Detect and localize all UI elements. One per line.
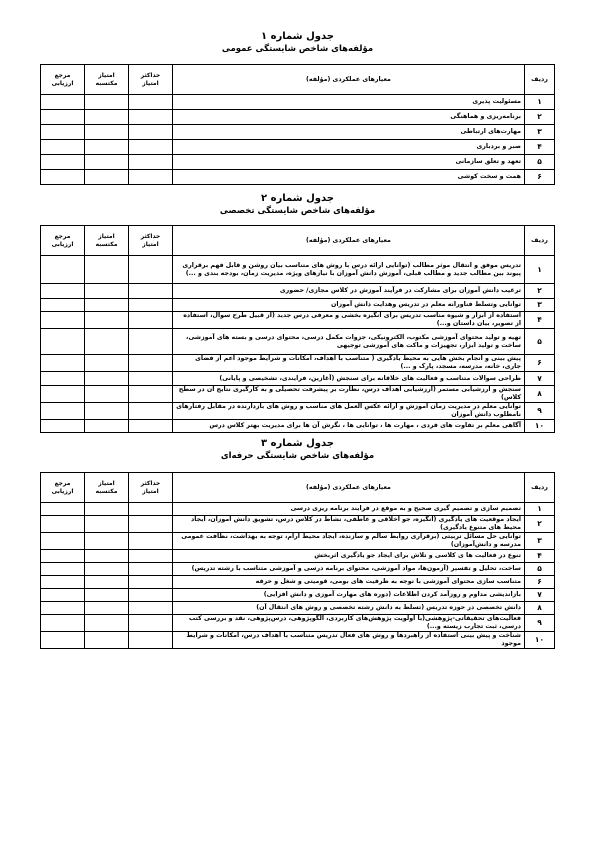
row-number: ۵ [525,329,555,355]
max-score-cell[interactable] [129,503,173,516]
header-evaluation-reference: مرجع ارزیابی [41,473,85,503]
table2 [40,225,555,433]
earned-score-cell[interactable] [85,420,129,433]
evaluation-reference-cell[interactable] [41,284,85,299]
criteria-cell: تعهد و تعلق سازمانی [173,155,525,170]
criteria-cell: توانایی وتسلط فناورانه معلم در تدریس وهدایت دانش آموزان [173,299,525,312]
table-row [41,503,555,516]
table-row [41,140,555,155]
evaluation-reference-cell[interactable] [41,563,85,576]
evaluation-reference-cell[interactable] [41,589,85,602]
header-evaluation-reference: مرجع ارزیابی [41,65,85,95]
earned-score-cell[interactable] [85,299,129,312]
table-row [41,420,555,433]
criteria-cell: آگاهی معلم بر تفاوت های فردی ، مهارت ها ، توانایی ها ، نگرش آن ها برای مدیریت بهتر کلاس درس [173,420,525,433]
max-score-cell[interactable] [129,329,173,355]
max-score-cell[interactable] [129,420,173,433]
evaluation-reference-cell[interactable] [41,372,85,386]
row-number: ۲ [525,284,555,299]
evaluation-reference-cell[interactable] [41,403,85,420]
criteria-cell: پیش بینی و انجام بخش هایی به محیط یادگیری ( متناسب با اهداف، امکانات و شرایط موجود اعم از فضای جاری، خانه، مدرسه، مسجد، پارک و ...) [173,355,525,372]
earned-score-cell[interactable] [85,140,129,155]
evaluation-reference-cell[interactable] [41,533,85,550]
table-row [41,386,555,403]
header-earned-score: امتیاز مکتسبه [85,65,129,95]
earned-score-cell[interactable] [85,125,129,140]
max-score-cell[interactable] [129,403,173,420]
header-row-number: ردیف [525,65,555,95]
earned-score-cell[interactable] [85,170,129,185]
earned-score-cell[interactable] [85,355,129,372]
evaluation-reference-cell[interactable] [41,256,85,284]
row-number: ۳ [525,125,555,140]
max-score-cell[interactable] [129,95,173,110]
table1 [40,64,555,185]
criteria-cell: تدریس موفق و انتقال موثر مطالب (توانایی ارائه درس با روش های متناسب بیان روشن و قابل فهم برقراری پیوند بین مطالب جدید و مطالب قبلی، آموزش دانش آموزان با نیازهای ویژه، مدیریت زمان، بودجه بندی و ...) [173,256,525,284]
criteria-cell: صبر و بردباری [173,140,525,155]
row-number: ۵ [525,563,555,576]
evaluation-reference-cell[interactable] [41,420,85,433]
table-row [41,155,555,170]
earned-score-cell[interactable] [85,256,129,284]
table-row [41,125,555,140]
header-max-score: حداکثر امتیاز [129,473,173,503]
earned-score-cell[interactable] [85,550,129,563]
max-score-cell[interactable] [129,299,173,312]
row-number: ۶ [525,576,555,589]
max-score-cell[interactable] [129,155,173,170]
criteria-cell: متناسب سازی محتوای آموزشی با توجه به ظرفیت های بومی، قومیتی و شغل و حرفه [173,576,525,589]
earned-score-cell[interactable] [85,576,129,589]
criteria-cell: مهارت‌های ارتباطی [173,125,525,140]
table2-body [41,256,555,433]
row-number: ۴ [525,550,555,563]
earned-score-cell[interactable] [85,284,129,299]
evaluation-reference-cell[interactable] [41,170,85,185]
evaluation-reference-cell[interactable] [41,155,85,170]
table-row [41,632,555,649]
evaluation-reference-cell[interactable] [41,299,85,312]
evaluation-reference-cell[interactable] [41,386,85,403]
table-row [41,615,555,632]
row-number: ۳ [525,299,555,312]
earned-score-cell[interactable] [85,403,129,420]
earned-score-cell[interactable] [85,372,129,386]
earned-score-cell[interactable] [85,563,129,576]
criteria-cell: تهیه و تولید محتوای آموزشی مکتوب، الکترونیکی، جزوات مکمل درسی، محتوای درسی و بسته های آموزشی، ساخت و تولید ابزار، تجهیزات و ماکت های آموزشی توجیهی [173,329,525,355]
earned-score-cell[interactable] [85,386,129,403]
table-row [41,550,555,563]
evaluation-reference-cell[interactable] [41,516,85,533]
table1-section [0,30,595,55]
evaluation-reference-cell[interactable] [41,550,85,563]
earned-score-cell[interactable] [85,516,129,533]
criteria-cell: فعالیت‌های تحقیقاتی-پژوهشی(با اولویت پژوهش‌های کاربردی، الگوپژوهی، درس‌پژوهی، نقد و بررسی کتب درسی، ثبت تجارب زیسته و...) [173,615,525,632]
header-row-number: ردیف [525,226,555,256]
criteria-cell: ایجاد موقعیت های یادگیری (انگیزه، جو اخلاقی و عاطفی، نشاط در کلاس درس، تشویق دانش آموزان، ایجاد محیط های متنوع یادگیری) [173,516,525,533]
table-row [41,516,555,533]
earned-score-cell[interactable] [85,95,129,110]
header-max-score: حداکثر امتیاز [129,65,173,95]
table3 [40,472,555,649]
table3-section [0,437,595,462]
row-number: ۲ [525,110,555,125]
table-row [41,299,555,312]
header-criteria: معیارهای عملکردی (مؤلفه) [173,473,525,503]
row-number: ۹ [525,615,555,632]
row-number: ۷ [525,372,555,386]
table-row [41,403,555,420]
table3-subtitle: مؤلفه‌های شاخص شایستگی حرفه‌ای [220,451,375,461]
header-earned-score: امتیاز مکتسبه [85,226,129,256]
max-score-cell[interactable] [129,615,173,632]
row-number: ۴ [525,312,555,329]
table3-body [41,503,555,649]
header-earned-score: امتیاز مکتسبه [85,473,129,503]
max-score-cell[interactable] [129,110,173,125]
table2-subtitle: مؤلفه‌های شاخص شایستگی تخصصی [219,206,376,216]
table1-subtitle: مؤلفه‌های شاخص شایستگی عمومی [221,44,374,54]
criteria-cell: ساخت، تحلیل و تفسیر (آزمون‌ها، مواد آموزشی، محتوای برنامه درسی و آموزشی متناسب با رشته تدریس) [173,563,525,576]
table-row [41,533,555,550]
table1-title: جدول شماره ۱ [261,31,334,42]
table-row [41,110,555,125]
earned-score-cell[interactable] [85,602,129,615]
evaluation-reference-cell[interactable] [41,602,85,615]
max-score-cell[interactable] [129,386,173,403]
max-score-cell[interactable] [129,516,173,533]
table-row [41,312,555,329]
row-number: ۱ [525,95,555,110]
max-score-cell[interactable] [129,632,173,649]
earned-score-cell[interactable] [85,632,129,649]
criteria-cell: مسئولیت پذیری [173,95,525,110]
max-score-cell[interactable] [129,170,173,185]
row-number: ۹ [525,403,555,420]
header-row-number: ردیف [525,473,555,503]
criteria-cell: توانایی حل مسائل تربیتی (برقراری روابط سالم و سازنده، ایجاد محیط آرام، توجه به بهداشت، نظافت عمومی مدرسه و دانش‌آموزان) [173,533,525,550]
max-score-cell[interactable] [129,284,173,299]
header-evaluation-reference: مرجع ارزیابی [41,226,85,256]
earned-score-cell[interactable] [85,533,129,550]
criteria-cell: تنوع در فعالیت ها ی کلاسی و تلاش برای ایجاد جو یادگیری اثربخش [173,550,525,563]
max-score-cell[interactable] [129,140,173,155]
table3-title: جدول شماره ۳ [261,438,334,449]
evaluation-reference-cell[interactable] [41,125,85,140]
criteria-cell: بازاندیشی مداوم و روزآمد کردن اطلاعات (دوره های مهارت آموزی و دانش افزایی) [173,589,525,602]
table-row [41,576,555,589]
row-number: ۶ [525,170,555,185]
earned-score-cell[interactable] [85,329,129,355]
row-number: ۵ [525,155,555,170]
row-number: ۷ [525,589,555,602]
row-number: ۳ [525,533,555,550]
table-row [41,372,555,386]
max-score-cell[interactable] [129,372,173,386]
evaluation-reference-cell[interactable] [41,329,85,355]
row-number: ۲ [525,516,555,533]
header-criteria: معیارهای عملکردی (مؤلفه) [173,226,525,256]
criteria-cell: استفاده از ابزار و شیوه مناسب تدریس برای انگیزه بخشی و معرفی درس جدید (از قبیل طرح سوال، استفاده از تصویر، بیان داستان و...) [173,312,525,329]
criteria-cell: دانش تخصصی در حوزه تدریس (تسلط به دانش رشته تخصصی و روش های انتقال آن) [173,602,525,615]
table2-section [0,192,595,217]
row-number: ۶ [525,355,555,372]
evaluation-reference-cell[interactable] [41,615,85,632]
evaluation-reference-cell[interactable] [41,312,85,329]
row-number: ۱ [525,503,555,516]
table-row [41,95,555,110]
earned-score-cell[interactable] [85,615,129,632]
earned-score-cell[interactable] [85,589,129,602]
table-row [41,329,555,355]
table-row [41,284,555,299]
criteria-cell: ترغیب دانش آموزان برای مشارکت در فرآیند آموزش در کلاس مجازی/ حضوری [173,284,525,299]
header-max-score: حداکثر امتیاز [129,226,173,256]
table-row [41,602,555,615]
table-row [41,355,555,372]
criteria-cell: طراحی سوالات متناسب و فعالیت های خلاقانه برای سنجش (آغازین، فرایندی، تشخیصی و پایانی) [173,372,525,386]
max-score-cell[interactable] [129,589,173,602]
evaluation-reference-cell[interactable] [41,632,85,649]
row-number: ۴ [525,140,555,155]
criteria-cell: تصمیم سازی و تصمیم گیری صحیح و به موقع در فرایند برنامه ریزی درسی [173,503,525,516]
max-score-cell[interactable] [129,355,173,372]
table-row [41,256,555,284]
row-number: ۱۰ [525,632,555,649]
criteria-cell: توانایی معلم در مدیریت زمان آموزش و ارائه عکس العمل های مناسب و روش های بازدارنده در مقابل رفتارهای نامطلوب دانش آموزان [173,403,525,420]
criteria-cell: سنجش و ارزشیابی مستمر (ارزشیابی اهداف درس، نظارت بر پیشرفت تحصیلی و به کارگیری نتایج آن در سطح کلاس) [173,386,525,403]
row-number: ۱ [525,256,555,284]
earned-score-cell[interactable] [85,503,129,516]
earned-score-cell[interactable] [85,312,129,329]
table-row [41,589,555,602]
criteria-cell: شناخت و پیش بینی استفاده از راهبردها و روش های فعال تدریس متناسب با اهداف درس، امکانات و شرایط موجود [173,632,525,649]
table1-body [41,95,555,185]
row-number: ۸ [525,386,555,403]
earned-score-cell[interactable] [85,110,129,125]
max-score-cell[interactable] [129,602,173,615]
max-score-cell[interactable] [129,550,173,563]
evaluation-reference-cell[interactable] [41,503,85,516]
table-row [41,563,555,576]
criteria-cell: برنامه‌ریزی و هماهنگی [173,110,525,125]
earned-score-cell[interactable] [85,155,129,170]
max-score-cell[interactable] [129,563,173,576]
row-number: ۱۰ [525,420,555,433]
evaluation-reference-cell[interactable] [41,576,85,589]
evaluation-reference-cell[interactable] [41,110,85,125]
row-number: ۸ [525,602,555,615]
evaluation-reference-cell[interactable] [41,95,85,110]
evaluation-reference-cell[interactable] [41,355,85,372]
table2-title: جدول شماره ۲ [261,193,334,204]
max-score-cell[interactable] [129,576,173,589]
header-criteria: معیارهای عملکردی (مؤلفه) [173,65,525,95]
table-row [41,170,555,185]
max-score-cell[interactable] [129,533,173,550]
evaluation-reference-cell[interactable] [41,140,85,155]
max-score-cell[interactable] [129,125,173,140]
max-score-cell[interactable] [129,312,173,329]
criteria-cell: همت و سخت کوشی [173,170,525,185]
max-score-cell[interactable] [129,256,173,284]
